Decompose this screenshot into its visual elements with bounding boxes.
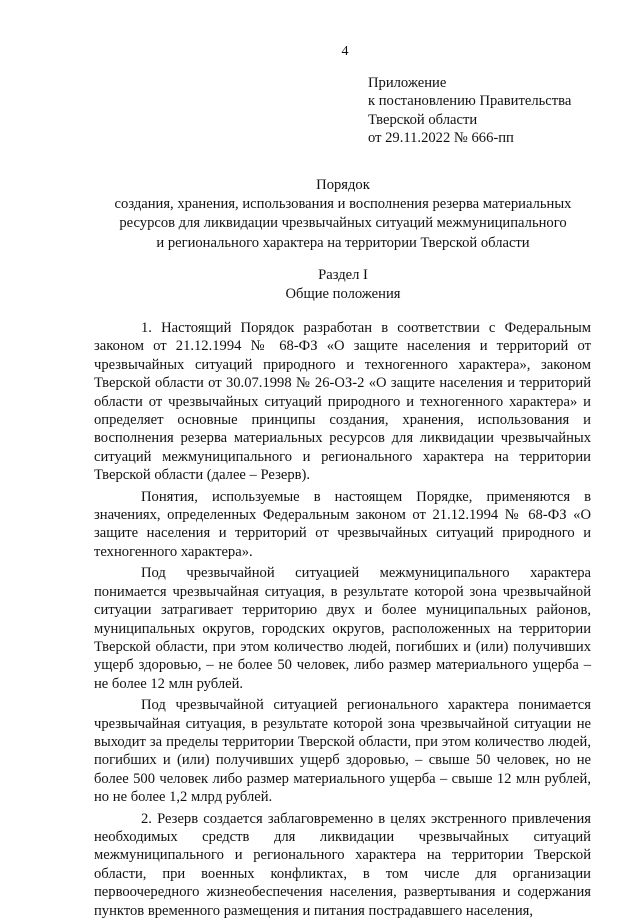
appendix-line: к постановлению Правительства	[368, 93, 572, 110]
document-title	[96, 176, 590, 253]
appendix-line: Тверской области	[368, 111, 478, 128]
appendix-line: Приложение	[368, 75, 447, 91]
paragraph: Под чрезвычайной ситуацией регионального характера понимается чрезвычайная ситуация, в результате которой зона чрезвычайной ситуации не выходит за пределы территории Тверской области, при этом количество людей, погибших и (или) получивших ущерб здоровью, – свыше 50 человек, но не более 500 человек либо размер материального ущерба – свыше 12 млн рублей, но не более 1,2 млрд рублей.	[94, 697, 591, 806]
body-text	[94, 319, 591, 923]
paragraph: Под чрезвычайной ситуацией межмуниципального характера понимается чрезвычайная ситуация, в результате которой зона чрезвычайной ситуации затрагивает территорию двух и более муниципальных районов, муниципальных округов, городских округов, расположенных на территории Тверской области, при этом количество людей, погибших и (или) получивших ущерб здоровью, – не более 50 человек, либо размер материального ущерба – не более 12 млн рублей.	[94, 565, 591, 692]
section-heading	[96, 266, 590, 304]
section-number: Раздел I	[318, 267, 368, 283]
title-line: Порядок	[316, 177, 370, 193]
title-line: создания, хранения, использования и восполнения резерва материальных	[114, 196, 572, 213]
title-line: и регионального характера на территории Тверской области	[156, 234, 530, 251]
appendix-line: от 29.11.2022 № 666-пп	[368, 130, 514, 147]
page-number: 4	[341, 44, 349, 59]
paragraph: Понятия, используемые в настоящем Порядке, применяются в значениях, определенных Федеральным законом от 21.12.1994 № 68-ФЗ «О защите населения и территорий от чрезвычайных ситуаций природного и техногенного характера».	[94, 488, 591, 560]
appendix-block	[368, 74, 571, 148]
paragraph: 1. Настоящий Порядок разработан в соответствии с Федеральным законом от 21.12.1994 № 68-ФЗ «О защите населения и территорий от чрезвычайных ситуаций природного и техногенного характера», законом Тверской области от 30.07.1998 № 26-ОЗ-2 «О защите населения и территорий области от чрезвычайных ситуаций природного и техногенного характера» и определяет основные принципы создания, хранения, использования и восполнения резерва материальных ресурсов для ликвидации чрезвычайных ситуаций межмуниципального и регионального характера на территории Тверской области (далее – Резерв).	[94, 320, 591, 484]
title-line: ресурсов для ликвидации чрезвычайных ситуаций межмуниципального	[119, 215, 567, 232]
section-name: Общие положения	[285, 286, 401, 303]
paragraph: 2. Резерв создается заблаговременно в целях экстренного привлечения необходимых средств для ликвидации чрезвычайных ситуаций межмуниципального и регионального характера на территории Тверской области, при военных конфликтах, в том числе для организации первоочередного жизнеобеспечения населения, развертывания и содержания пунктов временного размещения и питания пострадавшего населения,	[94, 810, 591, 919]
